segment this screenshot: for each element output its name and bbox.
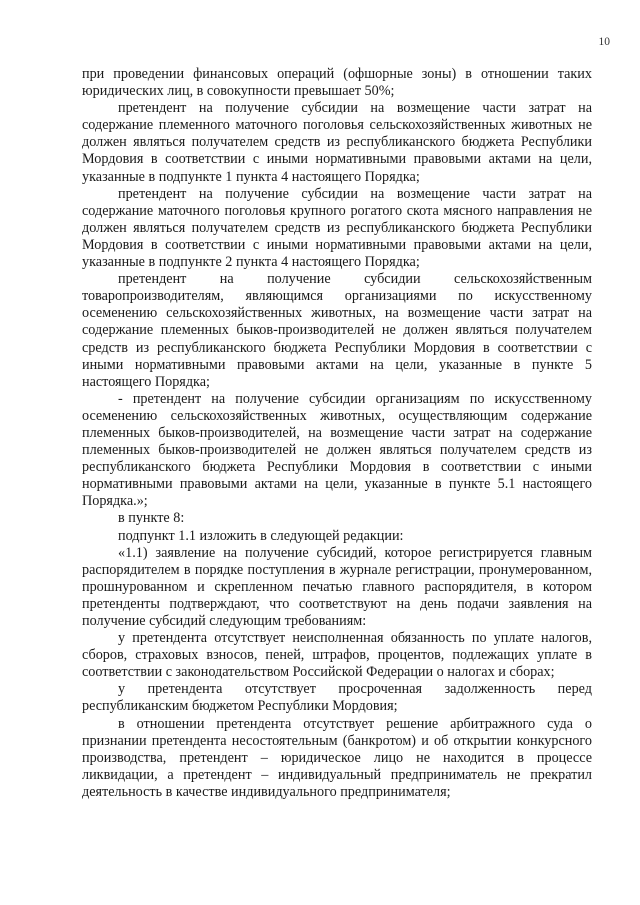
paragraph: претендент на получение субсидии сельскохозяйственным товаропроизводителям, являющимся организациями по искусственному осеменению сельскохозяйственных животных, на возмещение части затрат на содержание племенных быков-производителей не должен являться получателем средств из республиканского бюджета Республики Мордовия в соответствии с иными нормативными правовыми актами на цели, указанные в пункте 5 настоящего Порядка;	[82, 271, 592, 390]
paragraph: претендент на получение субсидии на возмещение части затрат на содержание племенного маточного поголовья сельскохозяйственных животных не должен являться получателем средств из республиканского бюджета Республики Мордовия в соответствии с иными нормативными правовыми актами на цели, указанные в подпункте 1 пункта 4 настоящего Порядка;	[82, 100, 592, 185]
paragraph: при проведении финансовых операций (офшорные зоны) в отношении таких юридических лиц, в совокупности превышает 50%;	[82, 66, 592, 100]
paragraph: - претендент на получение субсидии организациям по искусственному осеменению сельскохозяйственных животных, осуществляющим содержание племенных быков-производителей, на возмещение части затрат на содержание племенных быков-производителей не должен являться получателем средств из республиканского бюджета Республики Мордовия в соответствии с иными нормативными правовыми актами на цели, указанные в пункте 5.1 настоящего Порядка.»;	[82, 390, 592, 510]
page-number: 10	[598, 36, 610, 48]
paragraph: подпункт 1.1 изложить в следующей редакции:	[118, 527, 404, 544]
document-body	[82, 66, 592, 801]
paragraph: претендент на получение субсидии на возмещение части затрат на содержание маточного поголовья крупного рогатого скота мясного направления не должен являться получателем средств из республиканского бюджета Республики Мордовия в соответствии с иными нормативными правовыми актами на цели, указанные в подпункте 2 пункта 4 настоящего Порядка;	[82, 185, 592, 271]
paragraph: у претендента отсутствует неисполненная обязанность по уплате налогов, сборов, страховых взносов, пеней, штрафов, процентов, подлежащих уплате в соответствии с законодательством Российской Федерации о налогах и сборах;	[82, 630, 592, 681]
paragraph: в отношении претендента отсутствует решение арбитражного суда о признании претендента несостоятельным (банкротом) и об открытии конкурсного производства, претендент – юридическое лицо не находится в процессе ликвидации, а претендент – индивидуальный предприниматель не прекратил деятельность в качестве индивидуального предпринимателя;	[82, 715, 592, 800]
paragraph: у претендента отсутствует просроченная задолженность перед республиканским бюджетом Республики Мордовия;	[82, 681, 592, 715]
paragraph: «1.1) заявление на получение субсидий, которое регистрируется главным распорядителем в порядке поступления в журнале регистрации, пронумерованном, прошнурованном и скрепленном печатью главного распорядителя, в котором претенденты подтверждают, что соответствуют на день подачи заявления на получение субсидий следующим требованиям:	[82, 544, 592, 629]
paragraph: в пункте 8:	[118, 510, 185, 527]
